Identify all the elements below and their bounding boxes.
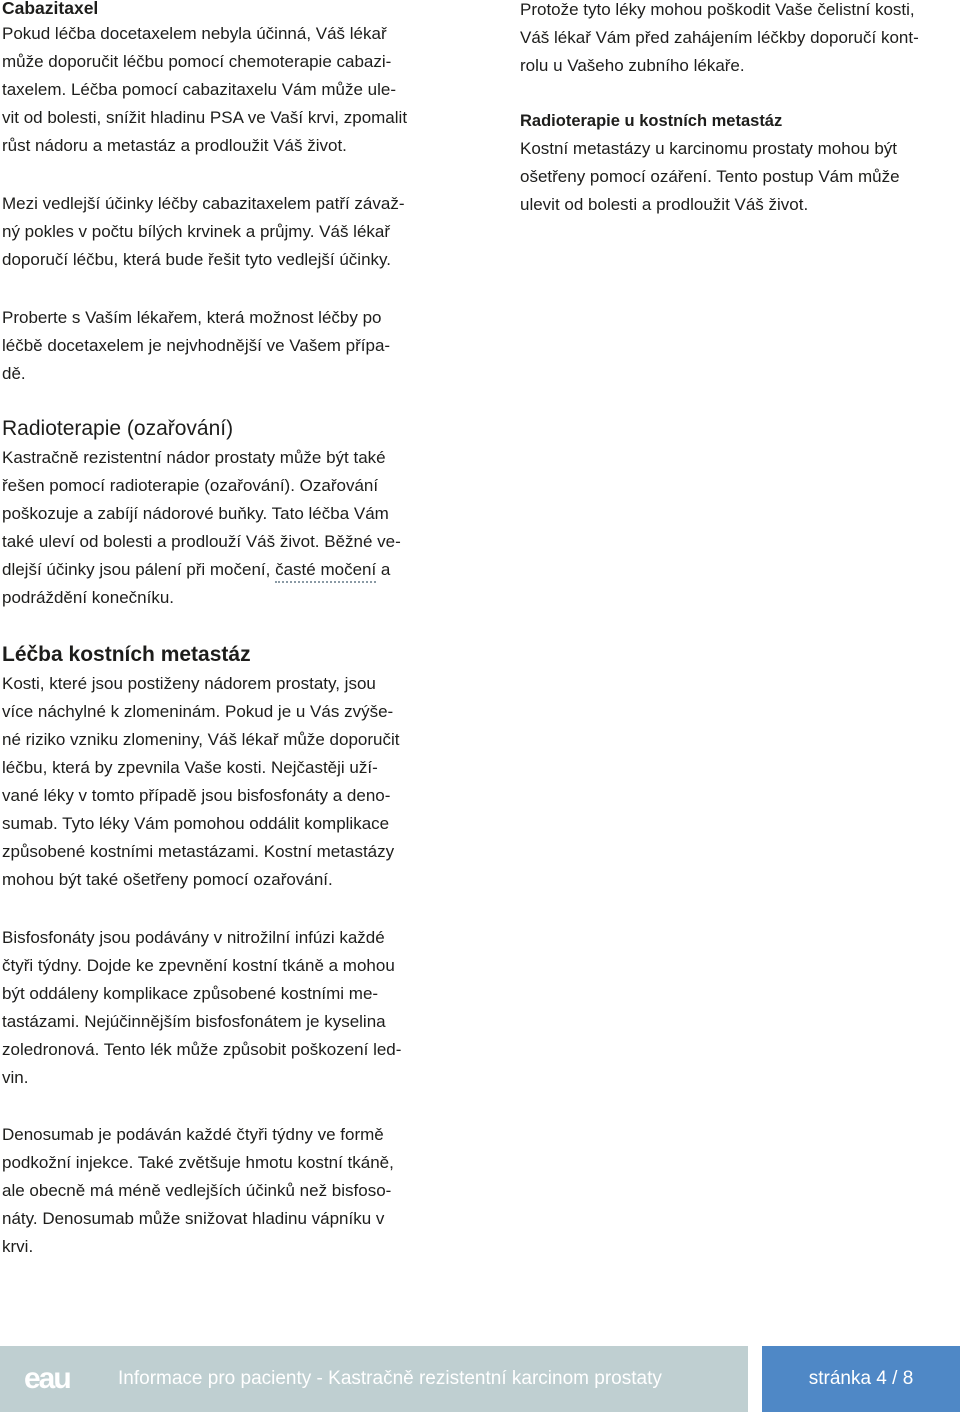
cabazitaxel-paragraph-1: Pokud léčba docetaxelem nebyla účinná, Váš lékař může doporučit léčbu pomocí chemoterapie cabazi- taxelem. Léčba pomocí cabazitaxelu Vám může ule- vit od bolesti, snížit hladinu PSA ve Vaší krvi, zpomalit růst nádoru a metastáz a prodloužit Váš život. bbox=[2, 24, 408, 155]
bone-radiotherapy-heading: Radioterapie u kostních metastáz bbox=[520, 112, 783, 130]
footer-title: Informace pro pacienty - Kastračně rezistentní karcinom prostaty bbox=[118, 1368, 662, 1389]
bone-metastases-heading: Léčba kostních metastáz bbox=[2, 643, 251, 666]
footer-title-band bbox=[0, 1346, 748, 1412]
cabazitaxel-paragraph-3: Proberte s Vaším lékařem, která možnost léčby po léčbě docetaxelem je nejvhodnější ve Vašem přípa- dě. bbox=[2, 308, 391, 383]
radiotherapy-heading: Radioterapie (ozařování) bbox=[2, 417, 234, 440]
radiotherapy-paragraph: Kastračně rezistentní nádor prostaty může být také řešen pomocí radioterapie (ozařování). Ozařování poškozuje a zabíjí nádorové buňky. Tato léčba Vám také uleví od bolesti a prodlouží Váš život. Běžné ve- dlejší účinky jsou pálení při močení, časté močení a podráždění konečníku. bbox=[2, 448, 401, 607]
jaw-bone-warning-paragraph: Protože tyto léky mohou poškodit Vaše čelistní kosti, Váš lékař Vám před zahájením léčkby doporučí kont- rolu u Vašeho zubního lékaře. bbox=[520, 0, 919, 75]
eau-logo bbox=[24, 1361, 82, 1395]
cabazitaxel-paragraph-2: Mezi vedlejší účinky léčby cabazitaxelem patří závaž- ný pokles v počtu bílých krvinek a průjmy. Váš lékař doporučí léčbu, která bude řešit tyto vedlejší účinky. bbox=[2, 194, 405, 269]
bone-metastases-paragraph-1: Kosti, které jsou postiženy nádorem prostaty, jsou více náchylné k zlomeninám. Pokud je u Vás zvýše- né riziko vzniku zlomeniny, Váš lékař může doporučit léčbu, která by zpevnila Vaše kosti. Nejčastěji uží- vané léky v tomto případě jsou bisfosfonáty a deno- sumab. Tyto léky Vám pomohou oddálit komplikace způsobené kostními metastázami. Kostní metastázy mohou být také ošetřeny pomocí ozařování. bbox=[2, 674, 400, 889]
svg-text:eau: eau bbox=[24, 1362, 70, 1395]
page-footer bbox=[0, 1346, 960, 1412]
bone-metastases-paragraph-2: Bisfosfonáty jsou podávány v nitrožilní infúzi každé čtyři týdny. Dojde ke zpevnění kostní tkáně a mohou být oddáleny komplikace způsobené kostními me- tastázami. Nejúčinnějším bisfosfonátem je kyselina zoledronová. Tento lék může způsobit poškození led- vin. bbox=[2, 928, 402, 1087]
bone-metastases-paragraph-3: Denosumab je podáván každé čtyři týdny ve formě podkožní injekce. Také zvětšuje hmotu kostní tkáně, ale obecně má méně vedlejších účinků než bisfoso- náty. Denosumab může snižovat hladinu vápníku v krvi. bbox=[2, 1125, 394, 1256]
cabazitaxel-heading: Cabazitaxel bbox=[2, 0, 99, 18]
bone-radiotherapy-paragraph: Kostní metastázy u karcinomu prostaty mohou být ošetřeny pomocí ozáření. Tento postup Vám může ulevit od bolesti a prodloužit Váš život. bbox=[520, 139, 900, 214]
page-number: stránka 4 / 8 bbox=[762, 1346, 960, 1412]
frequent-urination-term[interactable]: časté močení bbox=[275, 560, 376, 583]
